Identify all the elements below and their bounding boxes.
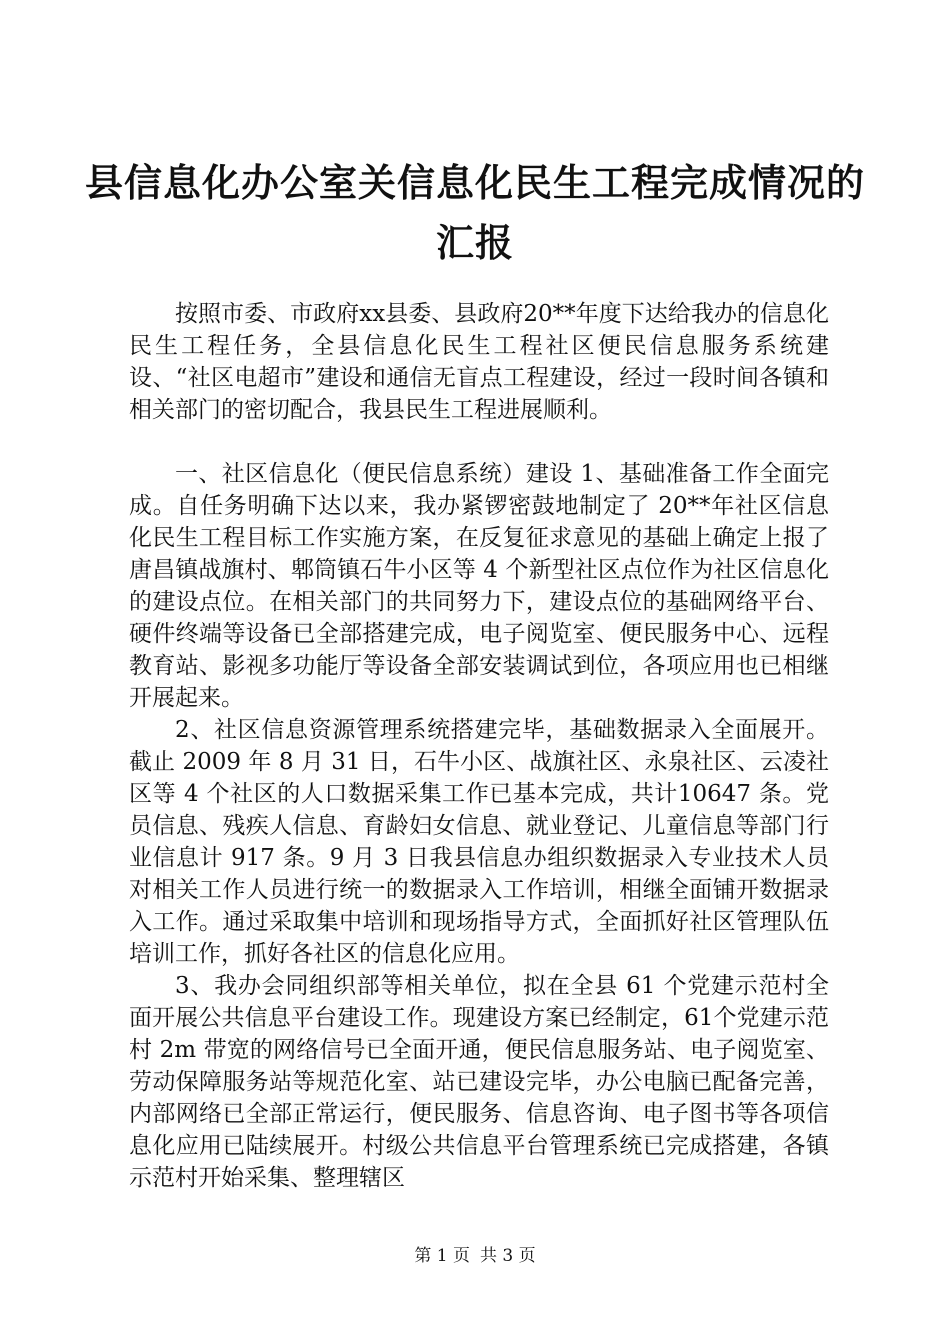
page-footer (0, 1245, 950, 1267)
paragraph-section-1: 一、社区信息化（便民信息系统）建设 1、基础准备工作全面完成。自任务明确下达以来，我办紧锣密鼓地制定了 20**年社区信息化民生工程目标工作实施方案，在反复征求意见的基础上确定上报了唐昌镇战旗村、郫筒镇石牛小区等 4 个新型社区点位作为社区信息化的建设点位。在相关部门的共同努力下，建设点位的基础网络平台、硬件终端等设备已全部搭建完成，电子阅览室、便民服务中心、远程教育站、影视多功能厅等设备全部安装调试到位，各项应用也已相继开展起来。 (129, 461, 829, 711)
paragraph-intro: 按照市委、市政府xx县委、县政府20**年度下达给我办的信息化民生工程任务，全县信息化民生工程社区便民信息服务系统建设、“社区电超市”建设和通信无盲点工程建设，经过一段时间各镇和相关部门的密切配合，我县民生工程进展顺利。 (129, 301, 829, 423)
page-number: 第 1 页 (414, 1246, 470, 1266)
paragraph-section-2: 2、社区信息资源管理系统搭建完毕，基础数据录入全面展开。截止 2009 年 8 月 31 日，石牛小区、战旗社区、永泉社区、云凌社区等 4 个社区的人口数据采集工作已基本完成，共计10647 条。党员信息、残疾人信息、育龄妇女信息、就业登记、儿童信息等部门行业信息计 917 条。9 月 3 日我县信息办组织数据录入专业技术人员对相关工作人员进行统一的数据录入工作培训，相继全面铺开数据录入工作。通过采取集中培训和现场指导方式，全面抓好社区管理队伍培训工作，抓好各社区的信息化应用。 (129, 717, 829, 967)
document-body (129, 298, 829, 1194)
page-total: 共 3 页 (480, 1246, 536, 1266)
document-title-line1: 县信息化办公室关信息化民生工程完成情况的 (84, 161, 865, 205)
document-title-line2: 汇报 (435, 221, 514, 265)
paragraph-section-3: 3、我办会同组织部等相关单位，拟在全县 61 个党建示范村全面开展公共信息平台建设工作。现建设方案已经制定，61个党建示范村 2m 带宽的网络信号已全面开通，便民信息服务站、电子阅览室、劳动保障服务站等规范化室、站已建设完毕，办公电脑已配备完善，内部网络已全部正常运行，便民服务、信息咨询、电子图书等各项信息化应用已陆续展开。村级公共信息平台管理系统已完成搭建，各镇示范村开始采集、整理辖区 (129, 973, 829, 1191)
